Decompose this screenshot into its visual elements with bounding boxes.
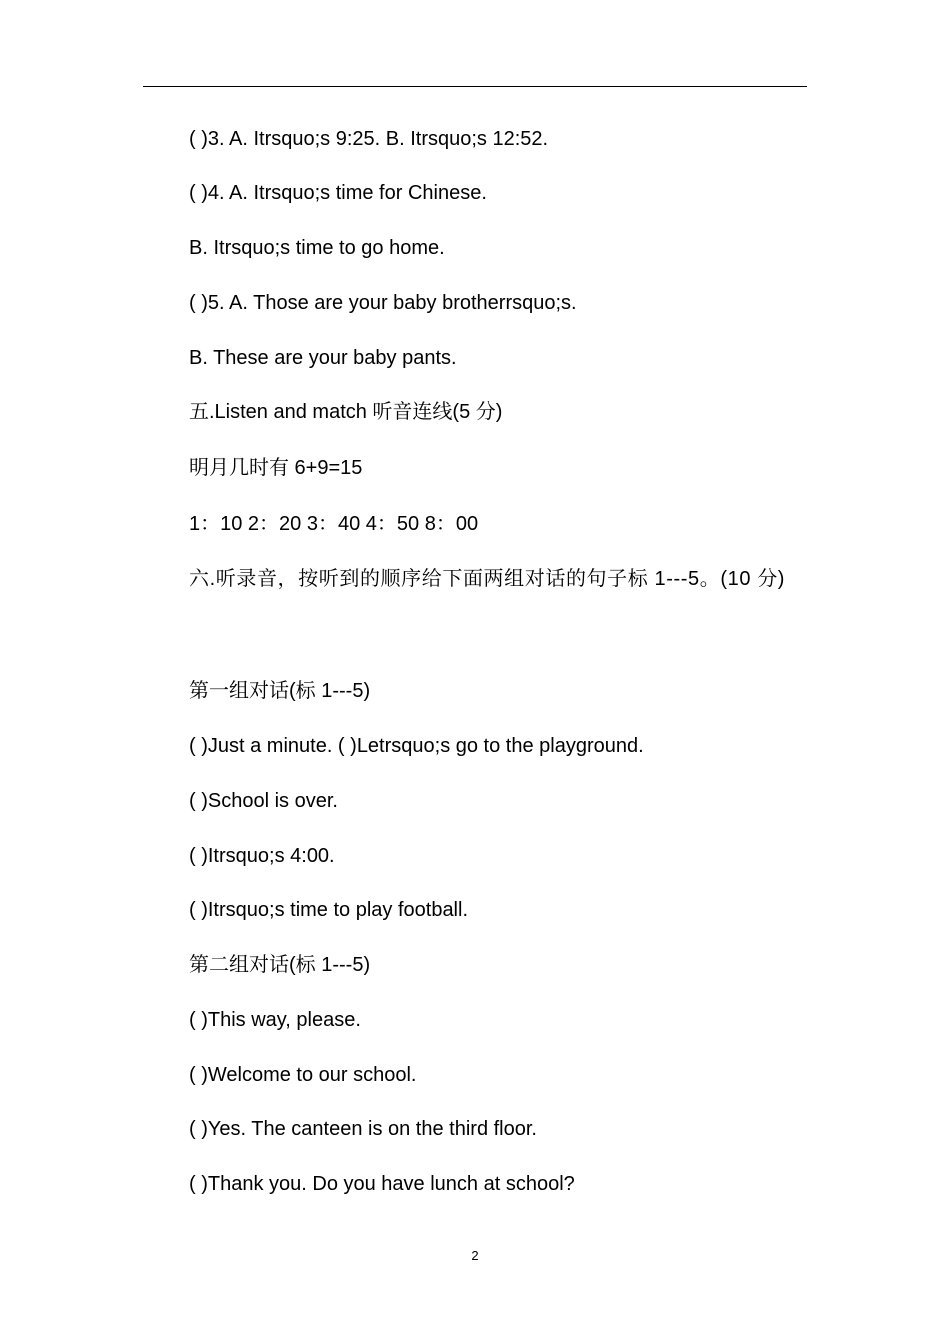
match-item-times: 1：10 2：20 3：40 4：50 8：00 [189, 513, 479, 535]
header-rule [143, 86, 807, 87]
question-4-option-a: ( )4. A. Itrsquo;s time for Chinese. [189, 182, 487, 204]
match-item-words: 明月几时有 6+9=15 [189, 457, 363, 479]
dialogue-2-line-2: ( )Welcome to our school. [189, 1064, 417, 1086]
question-5-option-a: ( )5. A. Those are your baby brotherrsquo;s. [189, 292, 577, 314]
dialogue-1-line-2: ( )School is over. [189, 790, 338, 812]
dialogue-2-heading: 第二组对话(标 1---5) [189, 954, 371, 976]
question-3: ( )3. A. Itrsquo;s 9:25. B. Itrsquo;s 12:52. [189, 128, 549, 150]
dialogue-1-line-1: ( )Just a minute. ( )Letrsquo;s go to the playground. [189, 735, 644, 757]
dialogue-2-line-3: ( )Yes. The canteen is on the third floor. [189, 1118, 537, 1140]
dialogue-2-line-4: ( )Thank you. Do you have lunch at school? [189, 1173, 575, 1195]
dialogue-2-line-1: ( )This way, please. [189, 1009, 361, 1031]
dialogue-1-line-4: ( )Itrsquo;s time to play football. [189, 899, 469, 921]
section-5-heading: 五.Listen and match 听音连线(5 分) [189, 401, 503, 423]
page-number: 2 [471, 1248, 479, 1263]
dialogue-1-line-3: ( )Itrsquo;s 4:00. [189, 845, 335, 867]
question-4-option-b: B. Itrsquo;s time to go home. [189, 237, 445, 259]
question-5-option-b: B. These are your baby pants. [189, 347, 457, 369]
section-6-heading: 六.听录音，按听到的顺序给下面两组对话的句子标 1---5。(10 分) [189, 568, 786, 590]
dialogue-1-heading: 第一组对话(标 1---5) [189, 680, 371, 702]
